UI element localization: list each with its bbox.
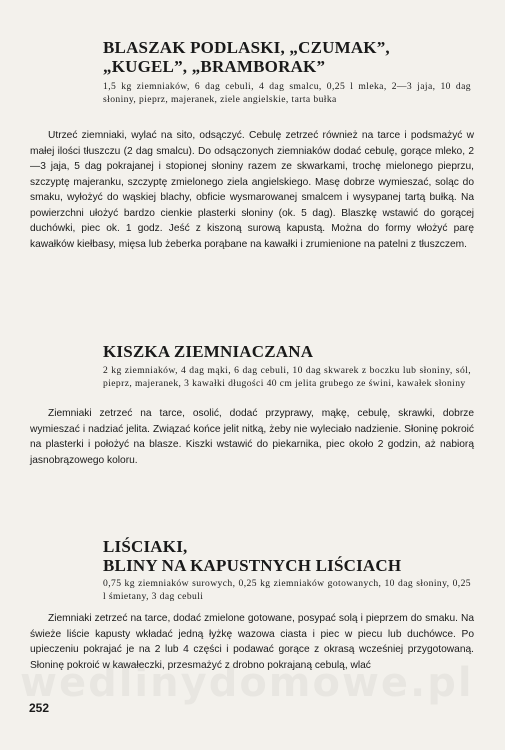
recipe-ingredients: 0,75 kg ziemniaków surowych, 0,25 kg ziemniaków gotowanych, 10 dag słoniny, 0,25 l śmietany, 3 dag cebuli	[103, 578, 471, 602]
page-number: 252	[29, 701, 50, 715]
recipe-instructions: Ziemniaki zetrzeć na tarce, osolić, dodać przyprawy, mąkę, cebulę, skrawki, dobrze wymieszać i nadziać jelita. Związać końce jelit nitką, żeby nie wyleciało nadzienie. Słoninę pokroić na plasterki i położyć na blasze. Kiszki wstawić do piekarnika, piec około 2 godzin, aż nabiorą jasnobrązowego koloru.	[30, 408, 474, 466]
recipe-instructions: Utrzeć ziemniaki, wylać na sito, odsączyć. Cebulę zetrzeć również na tarce i podsmażyć w małej ilości tłuszczu (2 dag smalcu). Do odsączonych ziemniaków dodać cebulę, gorące mleko, 2—3 jaja, 5 dag pokrajanej i stopionej słoniny razem ze skwarkami, trochę mielonego pieprzu, szczyptę majeranku, szczyptę zmielonego ziela angielskiego. Masę dobrze wymieszać, soląc do smaku, wyłożyć do wąskiej blachy, obficie wysmarowanej smalcem i wysypanej tartą bułką. Na powierzchni ułożyć bardzo cienkie plasterki słoniny (ok. 5 dag). Blaszkę wstawić do gorącej duchówki, piec ok. 1 godz. Jeść z kiszoną surową kapustą. Można do formy włożyć parę kawałków kiełbasy, mięsa lub żeberka porąbane na kawałki i zrumienione na patelni z tłuszczem.	[30, 130, 474, 250]
recipe-title: LIŚCIAKI, BLINY NA KAPUSTNYCH LIŚCIACH	[103, 537, 402, 575]
recipe-instructions: Ziemniaki zetrzeć na tarce, dodać zmielone gotowane, posypać solą i pieprzem do smaku. Na świeże liście kapusty wkładać jedną łyżkę wazowa ciasta i piec w piecu lub duchówce. Po upieczeniu pokrajać je na 2 lub 4 części i podawać gorące z okrasą wcześniej przygotowaną. Słoninę pokroić w kawałeczki, przesmażyć z drobno pokrajaną cebulą, wlać	[30, 613, 474, 671]
recipe-ingredients: 1,5 kg ziemniaków, 6 dag cebuli, 4 dag smalcu, 0,25 l mleka, 2—3 jaja, 10 dag słoniny, pieprz, majeranek, ziele angielskie, tarta bułka	[103, 81, 471, 105]
recipe-title: KISZKA ZIEMNIACZANA	[103, 342, 314, 361]
recipe-ingredients: 2 kg ziemniaków, 4 dag mąki, 6 dag cebuli, 10 dag skwarek z boczku lub słoniny, sól, pieprz, majeranek, 3 kawałki długości 40 cm jelita grubego ze świni, kawałek słoniny	[103, 365, 471, 389]
recipe-title: BLASZAK PODLASKI, „CZUMAK”, „KUGEL”, „BRAMBORAK”	[103, 38, 390, 76]
